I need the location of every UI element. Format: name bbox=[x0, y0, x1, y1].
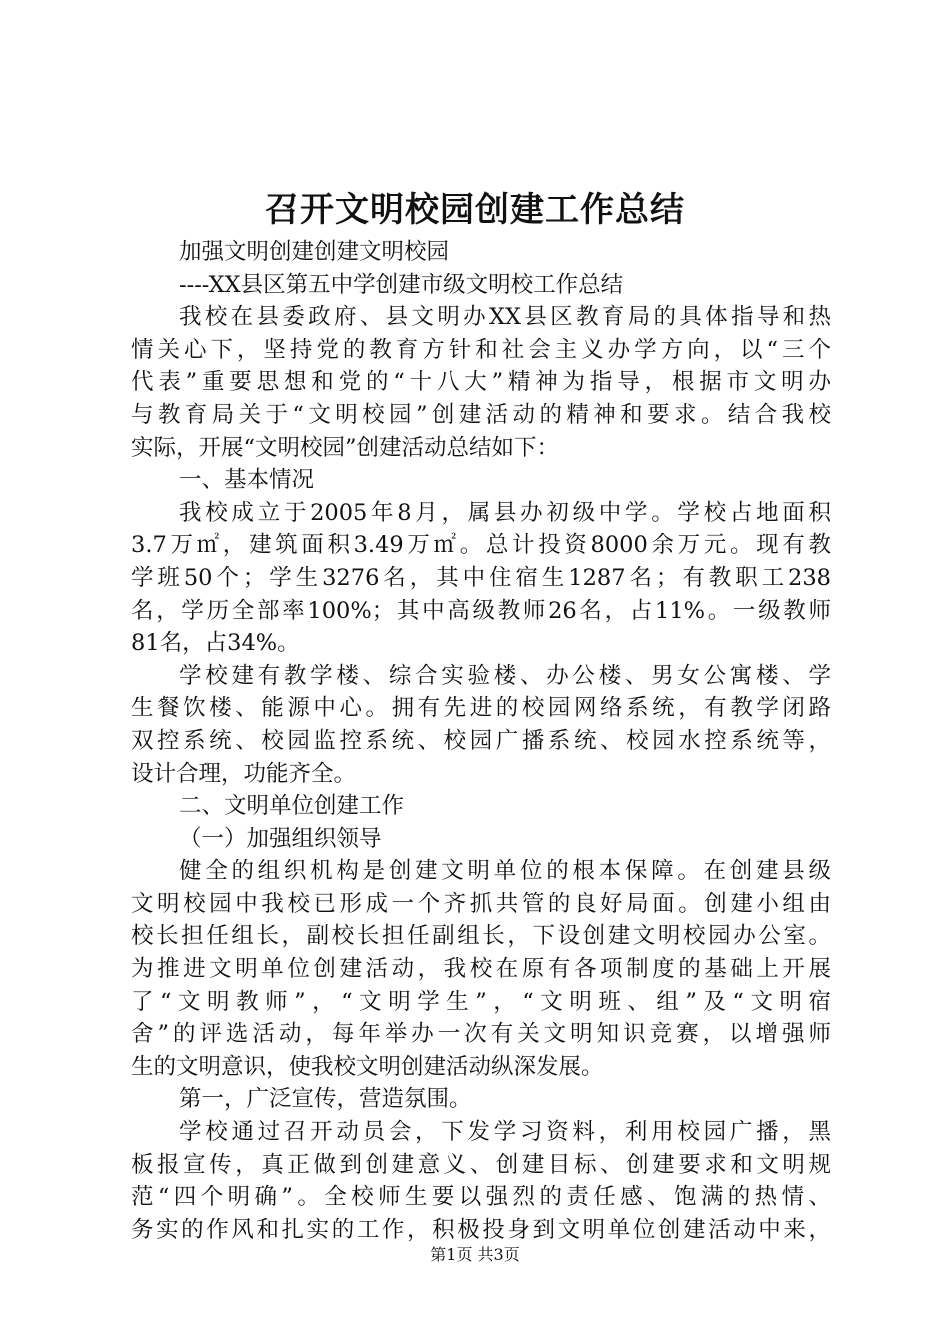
page-footer: 第1页 共3页 bbox=[430, 1245, 520, 1264]
text-line: 了“文明教师”，“文明学生”，“文明班、组”及“文明宿 bbox=[131, 988, 831, 1015]
text-line: 为推进文明单位创建活动，我校在原有各项制度的基础上开展 bbox=[131, 956, 831, 983]
text-line: 第一，广泛宣传，营造氛围。 bbox=[179, 1086, 472, 1113]
text-line: （一）加强组织领导 bbox=[179, 825, 382, 852]
text-line: 代表”重要思想和党的“十八大”精神为指导，根据市文明办 bbox=[131, 369, 831, 396]
text-line: 我校在县委政府、县文明办XX县区教育局的具体指导和热 bbox=[179, 304, 831, 331]
text-line: 实际，开展“文明校园”创建活动总结如下： bbox=[131, 434, 560, 461]
text-line: 生的文明意识，使我校文明创建活动纵深发展。 bbox=[131, 1053, 604, 1080]
text-line: ----XX县区第五中学创建市级文明校工作总结 bbox=[179, 271, 624, 298]
document-body bbox=[131, 236, 831, 1246]
text-line: 情关心下，坚持党的教育方针和社会主义办学方向，以“三个 bbox=[131, 336, 831, 363]
text-line: 与教育局关于“文明校园”创建活动的精神和要求。结合我校 bbox=[131, 401, 831, 428]
text-line: 学校建有教学楼、综合实验楼、办公楼、男女公寓楼、学 bbox=[179, 662, 831, 689]
text-line: 双控系统、校园监控系统、校园广播系统、校园水控系统等， bbox=[131, 727, 831, 754]
text-line: 设计合理，功能齐全。 bbox=[131, 760, 357, 787]
text-line: 81名，占34%。 bbox=[131, 630, 300, 657]
text-line: 学校通过召开动员会，下发学习资料，利用校园广播，黑 bbox=[179, 1119, 831, 1146]
text-line: 生餐饮楼、能源中心。拥有先进的校园网络系统，有教学闭路 bbox=[131, 695, 831, 722]
text-line: 范“四个明确”。全校师生要以强烈的责任感、饱满的热情、 bbox=[131, 1184, 831, 1211]
document-title: 召开文明校园创建工作总结 bbox=[265, 190, 685, 230]
text-line: 校长担任组长，副校长担任副组长，下设创建文明校园办公室。 bbox=[131, 923, 831, 950]
text-line: 二、文明单位创建工作 bbox=[179, 793, 405, 820]
text-line: 板报宣传，真正做到创建意义、创建目标、创建要求和文明规 bbox=[131, 1151, 831, 1178]
text-line: 舍”的评选活动，每年举办一次有关文明知识竞赛，以增强师 bbox=[131, 1021, 831, 1048]
text-line: 我校成立于2005年8月，属县办初级中学。学校占地面积 bbox=[179, 499, 831, 526]
text-line: 加强文明创建创建文明校园 bbox=[179, 239, 450, 265]
text-line: 文明校园中我校已形成一个齐抓共管的良好局面。创建小组由 bbox=[131, 890, 831, 917]
text-line: 务实的作风和扎实的工作，积极投身到文明单位创建活动中来， bbox=[131, 1216, 831, 1243]
text-line: 学班50个；学生3276名，其中住宿生1287名；有教职工238 bbox=[131, 564, 831, 591]
text-line: 健全的组织机构是创建文明单位的根本保障。在创建县级 bbox=[179, 858, 831, 885]
text-line: 3.7万㎡，建筑面积3.49万㎡。总计投资8000余万元。现有教 bbox=[131, 532, 831, 559]
text-line: 一、基本情况 bbox=[179, 467, 315, 494]
text-line: 名，学历全部率100%；其中高级教师26名，占11%。一级教师 bbox=[131, 597, 831, 624]
